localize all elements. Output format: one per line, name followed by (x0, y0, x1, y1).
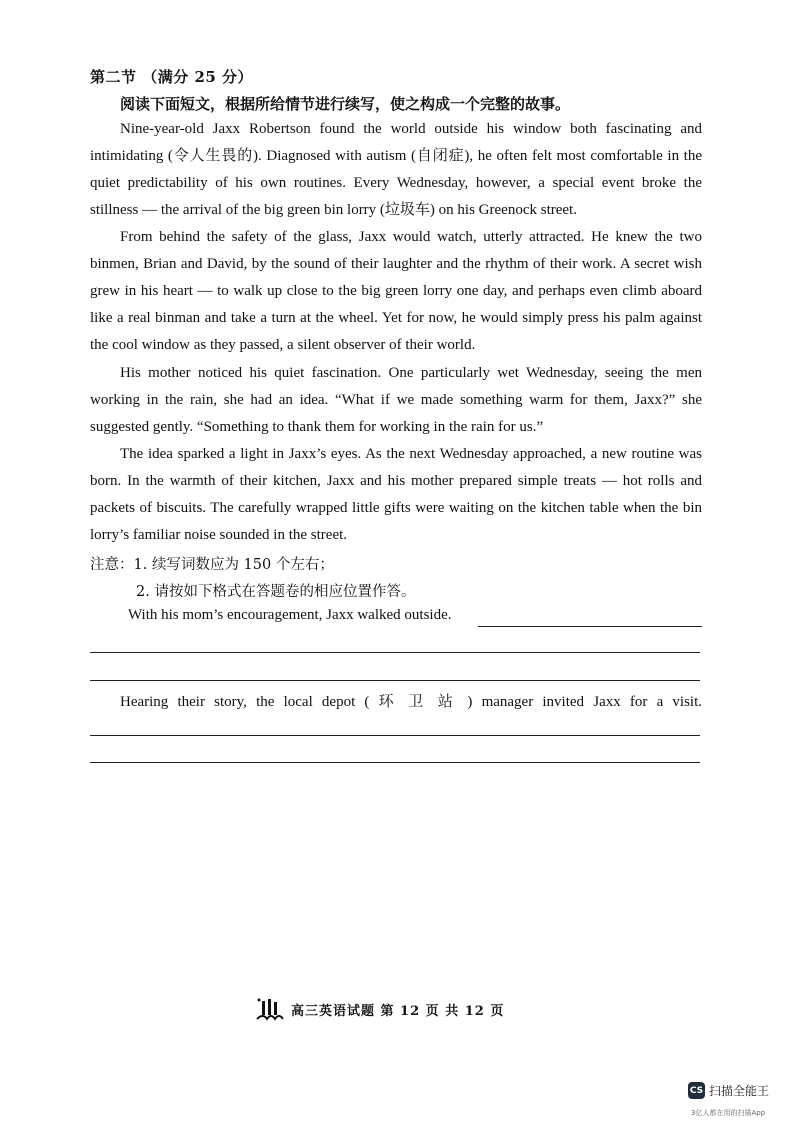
answer-line[interactable] (90, 652, 700, 653)
scanner-app-name: 扫描全能王 (709, 1084, 770, 1098)
answer-blank-inline[interactable] (478, 626, 702, 627)
footer-page-info: 高三英语试题 第 12 页 共 12 页 (291, 1003, 505, 1019)
story-paragraph-1: Nine-year-old Jaxx Robertson found the world outside his window both fascinating and intimidating (令人生畏的). Diagnosed with autism (自闭症), he often felt most comfortable in the quiet predictability of his own routines. Every Wednesday, however, a special event broke the stillness — the arrival of the big green bin lorry (垃圾车) on his Greenock street. (90, 121, 702, 218)
section-instruction: 阅读下面短文，根据所给情节进行续写，使之构成一个完整的故事。 (120, 95, 571, 113)
continuation-prompt-1: With his mom’s encouragement, Jaxx walked outside. (128, 607, 452, 623)
publisher-logo-icon (255, 995, 285, 1023)
continuation-prompt-2: Hearing their story, the local depot ( 环 卫 站 ) manager invited Jaxx for a visit. (120, 694, 702, 710)
note-format: 2. 请按如下格式在答题卷的相应位置作答。 (136, 584, 416, 600)
scanner-tagline: 3亿人都在用的扫描App (691, 1109, 766, 1117)
camscanner-logo-icon: CS (688, 1082, 705, 1099)
section-heading: 第二节 （满分 25 分） (90, 68, 254, 86)
story-paragraph-3: His mother noticed his quiet fascination. One particularly wet Wednesday, seeing the men working in the rain, she had an idea. “What if we made something warm for them, Jaxx?” she suggested gently. “Something to thank them for working in the rain for us.” (90, 365, 702, 435)
answer-line[interactable] (90, 735, 700, 736)
answer-line[interactable] (90, 680, 700, 681)
story-paragraph-2: From behind the safety of the glass, Jaxx would watch, utterly attracted. He knew the two binmen, Brian and David, by the sound of their laughter and the rhythm of their work. A secret wish grew in his heart — to walk up close to the big green lorry one day, and perhaps even climb aboard like a real binman and take a turn at the wheel. Yet for now, he would simply press his palm against the cool window as they passed, a silent observer of their world. (90, 229, 702, 353)
answer-line[interactable] (90, 762, 700, 763)
page-footer (255, 995, 504, 1023)
note-word-count: 注意：1. 续写词数应为 150 个左右； (90, 557, 334, 573)
scanner-watermark (688, 1082, 769, 1099)
story-paragraph-4: The idea sparked a light in Jaxx’s eyes. As the next Wednesday approached, a new routine was born. In the warmth of their kitchen, Jaxx and his mother prepared simple treats — hot rolls and packets of biscuits. The carefully wrapped little gifts were waiting on the kitchen table when the bin lorry’s familiar noise sounded in the street. (90, 446, 702, 543)
